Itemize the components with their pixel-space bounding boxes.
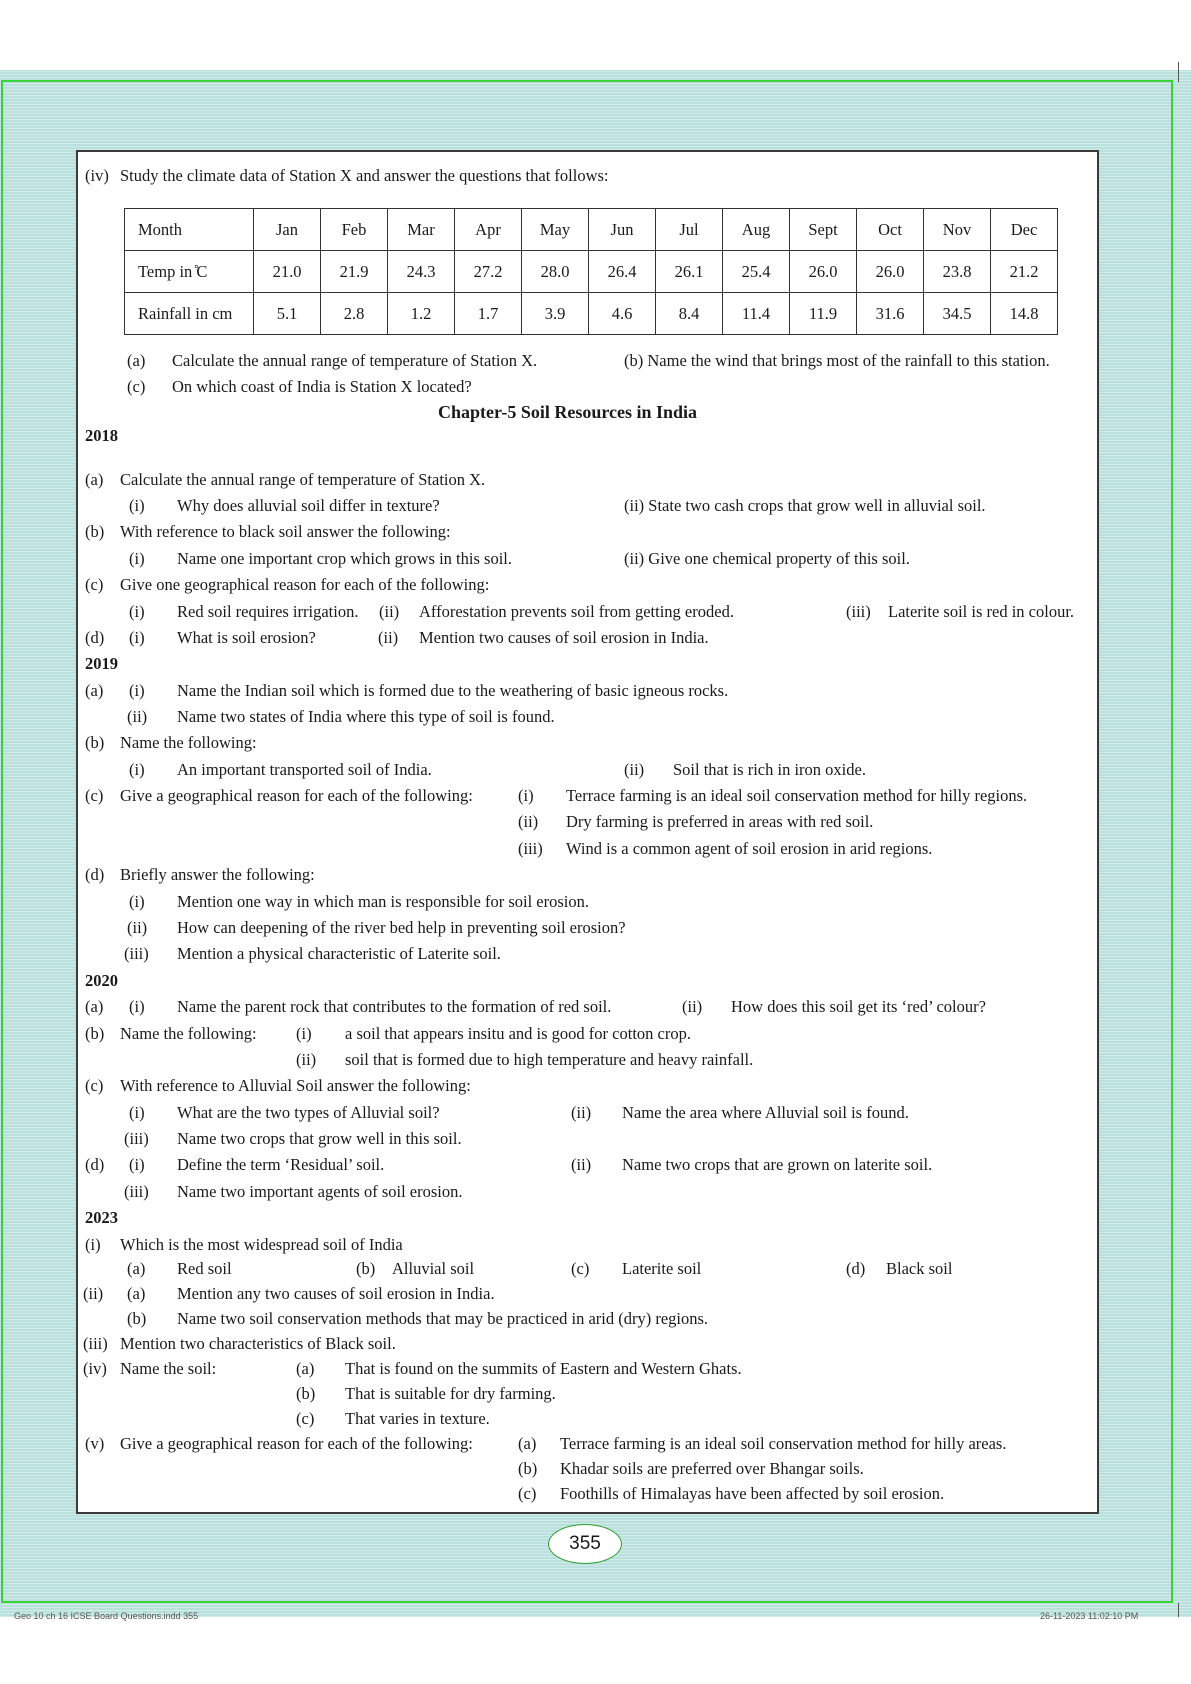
question-text: How can deepening of the river bed help in preventing soil erosion? — [177, 918, 626, 937]
question-text: Name two crops that are grown on laterite soil. — [622, 1155, 933, 1174]
option-label: (i) — [129, 602, 145, 621]
table-cell: Sept — [790, 209, 857, 251]
table-cell: 25.4 — [723, 251, 790, 293]
option-label: (ii) — [571, 1103, 592, 1122]
question-text: Briefly answer the following: — [120, 865, 315, 884]
option-label: (i) — [129, 760, 145, 779]
question-text: Name the following: — [120, 1024, 257, 1043]
question-text: That is found on the summits of Eastern and Western Ghats. — [345, 1359, 742, 1378]
question-text: Mention a physical characteristic of Laterite soil. — [177, 944, 501, 963]
question-text: (ii) State two cash crops that grow well in alluvial soil. — [624, 496, 986, 515]
table-cell: 21.2 — [991, 251, 1058, 293]
option-label: (b) — [296, 1384, 316, 1403]
table-cell: 4.6 — [589, 293, 656, 335]
question-text: a soil that appears insitu and is good for cotton crop. — [345, 1024, 691, 1043]
option-label: (i) — [129, 1155, 145, 1174]
option-label: (i) — [129, 496, 145, 515]
option-label: (ii) — [378, 628, 399, 647]
question-text: Soil that is rich in iron oxide. — [673, 760, 866, 779]
question-text: Name the Indian soil which is formed due to the weathering of basic igneous rocks. — [177, 681, 729, 700]
option-label: (d) — [85, 1155, 105, 1174]
option-label: (a) — [85, 470, 104, 489]
option-label: (ii) — [127, 707, 148, 726]
option-label: (ii) — [682, 997, 703, 1016]
option-label: (a) — [127, 1259, 146, 1278]
question-text: (ii) Give one chemical property of this soil. — [624, 549, 910, 568]
question-text: Terrace farming is an ideal soil conservation method for hilly areas. — [560, 1434, 1007, 1453]
table-cell: Feb — [321, 209, 388, 251]
question-text: On which coast of India is Station X located? — [172, 377, 472, 396]
question-sheet — [76, 150, 1099, 1514]
table-cell: 27.2 — [455, 251, 522, 293]
table-cell: 5.1 — [254, 293, 321, 335]
option-label: (b) — [518, 1459, 538, 1478]
crop-mark — [1178, 1603, 1179, 1617]
table-cell: 24.3 — [388, 251, 455, 293]
question-text: Dry farming is preferred in areas with red soil. — [566, 812, 874, 831]
option-label: (d) — [846, 1259, 866, 1278]
question-text: Why does alluvial soil differ in texture? — [177, 496, 440, 515]
option-label: (ii) — [379, 602, 400, 621]
question-number: (iv) — [85, 166, 109, 185]
question-text: Give a geographical reason for each of the following: — [120, 786, 473, 805]
option-text: Laterite soil — [622, 1259, 702, 1278]
question-text: soil that is formed due to high temperature and heavy rainfall. — [345, 1050, 754, 1069]
table-cell: 1.7 — [455, 293, 522, 335]
footer-file-name: Geo 10 ch 16 ICSE Board Questions.indd 355 — [14, 1611, 199, 1621]
question-text: Terrace farming is an ideal soil conservation method for hilly regions. — [566, 786, 1028, 805]
table-cell: 28.0 — [522, 251, 589, 293]
option-label: (ii) — [83, 1284, 104, 1303]
table-cell: 21.0 — [254, 251, 321, 293]
page-number-badge: 355 — [548, 1524, 622, 1564]
option-label: (iii) — [83, 1334, 108, 1353]
option-label: (iii) — [124, 1129, 149, 1148]
question-text: Name two soil conservation methods that may be practiced in arid (dry) regions. — [177, 1309, 709, 1328]
option-text: Red soil — [177, 1259, 232, 1278]
option-label: (a) — [127, 1284, 146, 1303]
option-label: (i) — [129, 628, 145, 647]
option-label: (a) — [296, 1359, 315, 1378]
option-label: (iv) — [83, 1359, 107, 1378]
option-label: (c) — [571, 1259, 590, 1278]
question-text: Name two crops that grow well in this soil. — [177, 1129, 462, 1148]
option-label: (c) — [518, 1484, 537, 1503]
question-text: Afforestation prevents soil from getting eroded. — [419, 602, 734, 621]
table-cell: 26.0 — [857, 251, 924, 293]
option-label: (b) — [127, 1309, 147, 1328]
crop-mark — [1178, 62, 1179, 82]
table-cell: 26.4 — [589, 251, 656, 293]
question-text: Study the climate data of Station X and answer the questions that follows: — [120, 166, 609, 185]
option-label: (a) — [518, 1434, 537, 1453]
table-cell: Oct — [857, 209, 924, 251]
question-text: Give a geographical reason for each of the following: — [120, 1434, 473, 1453]
table-cell: 26.0 — [790, 251, 857, 293]
question-text: With reference to Alluvial Soil answer the following: — [120, 1076, 471, 1095]
table-cell: 26.1 — [656, 251, 723, 293]
table-cell: Dec — [991, 209, 1058, 251]
table-cell: 31.6 — [857, 293, 924, 335]
table-cell: Mar — [388, 209, 455, 251]
option-label: (c) — [85, 1076, 104, 1095]
table-cell: 11.4 — [723, 293, 790, 335]
option-label: (i) — [129, 549, 145, 568]
option-label: (iii) — [124, 1182, 149, 1201]
question-text: Mention any two causes of soil erosion in India. — [177, 1284, 495, 1303]
question-text: That is suitable for dry farming. — [345, 1384, 556, 1403]
question-text: Name the following: — [120, 733, 257, 752]
question-text: Give one geographical reason for each of the following: — [120, 575, 490, 594]
option-label: (ii) — [518, 812, 539, 831]
question-text: Name two states of India where this type of soil is found. — [177, 707, 555, 726]
option-label: (b) — [85, 522, 105, 541]
question-text: Khadar soils are preferred over Bhangar soils. — [560, 1459, 864, 1478]
option-label: (i) — [129, 997, 145, 1016]
option-label: (ii) — [624, 760, 645, 779]
option-label: (iii) — [846, 602, 871, 621]
table-cell: 2.8 — [321, 293, 388, 335]
question-text: Wind is a common agent of soil erosion in arid regions. — [566, 839, 933, 858]
table-cell: Temp in ̊C — [125, 251, 254, 293]
option-label: (a) — [85, 997, 104, 1016]
table-cell: May — [522, 209, 589, 251]
table-cell: Month — [125, 209, 254, 251]
question-text: Calculate the annual range of temperature of Station X. — [120, 470, 486, 489]
table-cell: Aug — [723, 209, 790, 251]
option-label: (d) — [85, 628, 105, 647]
option-label: (c) — [296, 1409, 315, 1428]
question-text: What are the two types of Alluvial soil? — [177, 1103, 440, 1122]
option-label: (c) — [127, 377, 146, 396]
question-text: Mention two causes of soil erosion in India. — [419, 628, 709, 647]
question-text: That varies in texture. — [345, 1409, 490, 1428]
option-label: (b) — [356, 1259, 376, 1278]
option-label: (i) — [296, 1024, 312, 1043]
question-text: How does this soil get its ‘red’ colour? — [731, 997, 986, 1016]
table-cell: 23.8 — [924, 251, 991, 293]
option-label: (d) — [85, 865, 105, 884]
table-cell: 34.5 — [924, 293, 991, 335]
question-text: Laterite soil is red in colour. — [888, 602, 1075, 621]
question-text: Calculate the annual range of temperature of Station X. — [172, 351, 538, 370]
option-label: (b) — [85, 1024, 105, 1043]
question-text: (b) Name the wind that brings most of the rainfall to this station. — [624, 351, 1050, 370]
option-label: (iii) — [518, 839, 543, 858]
question-text: Mention one way in which man is responsible for soil erosion. — [177, 892, 589, 911]
option-label: (v) — [85, 1434, 105, 1453]
table-cell: Nov — [924, 209, 991, 251]
question-text: Mention two characteristics of Black soil. — [120, 1334, 396, 1353]
option-label: (a) — [127, 351, 146, 370]
option-label: (b) — [85, 733, 105, 752]
option-text: Black soil — [886, 1259, 953, 1278]
table-row-temp — [125, 251, 1058, 293]
option-label: (i) — [85, 1235, 101, 1254]
option-label: (i) — [129, 892, 145, 911]
table-cell: 14.8 — [991, 293, 1058, 335]
question-text: Red soil requires irrigation. — [177, 602, 359, 621]
question-text: Define the term ‘Residual’ soil. — [177, 1155, 385, 1174]
question-text: An important transported soil of India. — [177, 760, 432, 779]
table-cell: 8.4 — [656, 293, 723, 335]
table-cell: Jul — [656, 209, 723, 251]
option-label: (c) — [85, 786, 104, 805]
table-cell: 3.9 — [522, 293, 589, 335]
chapter-title: Chapter-5 Soil Resources in India — [438, 402, 698, 422]
climate-table — [124, 208, 1058, 335]
question-text: What is soil erosion? — [177, 628, 316, 647]
table-cell: Rainfall in cm — [125, 293, 254, 335]
footer-timestamp: 26-11-2023 11:02:10 PM — [1040, 1611, 1139, 1621]
option-label: (ii) — [127, 918, 148, 937]
table-cell: Jun — [589, 209, 656, 251]
question-text: Name two important agents of soil erosion. — [177, 1182, 463, 1201]
table-cell: 1.2 — [388, 293, 455, 335]
year-heading: 2018 — [85, 426, 118, 445]
option-label: (ii) — [571, 1155, 592, 1174]
option-label: (a) — [85, 681, 104, 700]
question-text: Which is the most widespread soil of India — [120, 1235, 403, 1254]
year-heading: 2020 — [85, 971, 118, 990]
table-row-rainfall — [125, 293, 1058, 335]
option-label: (i) — [518, 786, 534, 805]
option-label: (i) — [129, 1103, 145, 1122]
option-label: (ii) — [296, 1050, 317, 1069]
table-cell: 11.9 — [790, 293, 857, 335]
question-text: Name one important crop which grows in this soil. — [177, 549, 512, 568]
option-text: Alluvial soil — [392, 1259, 475, 1278]
table-cell: Jan — [254, 209, 321, 251]
table-header-row — [125, 209, 1058, 251]
question-text: With reference to black soil answer the following: — [120, 522, 451, 541]
year-heading: 2019 — [85, 654, 118, 673]
question-text: Foothills of Himalayas have been affected by soil erosion. — [560, 1484, 945, 1503]
option-label: (c) — [85, 575, 104, 594]
table-cell: 21.9 — [321, 251, 388, 293]
table-cell: Apr — [455, 209, 522, 251]
question-text: Name the soil: — [120, 1359, 217, 1378]
option-label: (iii) — [124, 944, 149, 963]
year-heading: 2023 — [85, 1208, 118, 1227]
question-text: Name the parent rock that contributes to the formation of red soil. — [177, 997, 612, 1016]
question-text: Name the area where Alluvial soil is found. — [622, 1103, 909, 1122]
option-label: (i) — [129, 681, 145, 700]
